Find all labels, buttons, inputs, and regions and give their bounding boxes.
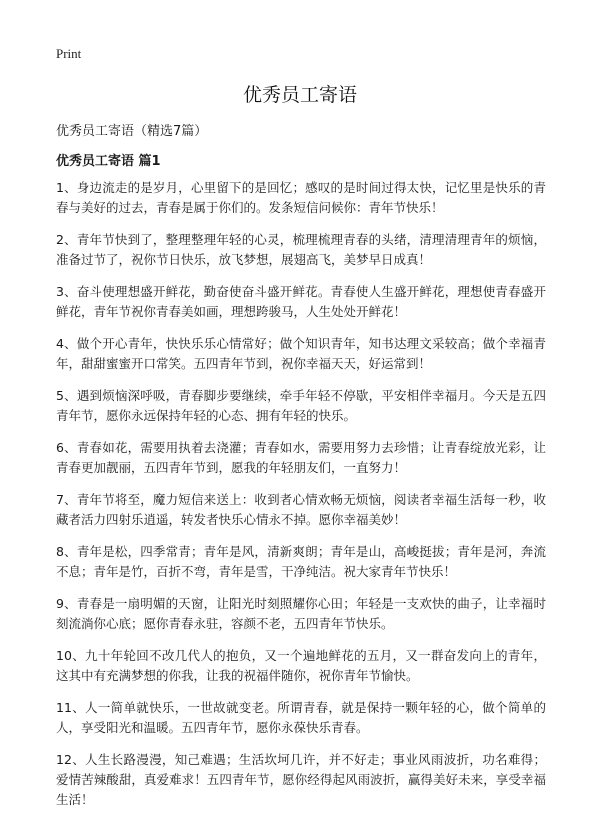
- entry-9: 9、青春是一扇明媚的天窗，让阳光时刻照耀你心田；年轻是一支欢快的曲子，让幸福时刻流淌你心底；愿你青春永驻，容颜不老，五四青年节快乐。: [56, 596, 546, 631]
- print-link[interactable]: Print: [56, 46, 82, 61]
- entry-12: 12、人生长路漫漫，知己难遇；生活坎坷几许，并不好走；事业风雨波折，功名难得；爱情苦辣酸甜，真爱难求！五四青年节，愿你经得起风雨波折，赢得美好未来，享受幸福生活！: [56, 752, 546, 807]
- document-subtitle: 优秀员工寄语（精选7篇）: [56, 124, 208, 139]
- entry-5: 5、遇到烦恼深呼吸，青春脚步要继续，牵手年轻不停歇，平安相伴幸福月。今天是五四青年节，愿你永远保持年轻的心态、拥有年轻的快乐。: [56, 388, 546, 423]
- entry-1: 1、身边流走的是岁月，心里留下的是回忆；感叹的是时间过得太快，记忆里是快乐的青春与美好的过去，青春是属于你们的。发条短信问候你：青年节快乐！: [56, 180, 546, 215]
- entry-11: 11、人一简单就快乐，一世故就变老。所谓青春，就是保持一颗年轻的心，做个简单的人，享受阳光和温暖。五四青年节，愿你永葆快乐青春。: [56, 700, 546, 735]
- entry-10: 10、九十年轮回不改几代人的抱负，又一个遍地鲜花的五月，又一群奋发向上的青年，这其中有充满梦想的你我，让我的祝福伴随你，祝你青年节愉快。: [56, 648, 546, 683]
- entry-2: 2、青年节快到了，整理整理年轻的心灵，梳理梳理青春的头绪，清理清理青年的烦恼，准备过节了，祝你节日快乐，放飞梦想，展翅高飞，美梦早日成真！: [56, 232, 546, 267]
- section-heading: 优秀员工寄语 篇1: [56, 154, 161, 169]
- entry-list: [56, 178, 546, 822]
- entry-6: 6、青春如花，需要用执着去浇灌；青春如水，需要用努力去珍惜；让青春绽放光彩，让青春更加靓丽，五四青年节到，愿我的年轻朋友们，一直努力！: [56, 440, 546, 475]
- entry-3: 3、奋斗使理想盛开鲜花，勤奋使奋斗盛开鲜花。青春使人生盛开鲜花，理想使青春盛开鲜花，青年节祝你青春美如画，理想跨骏马，人生处处开鲜花！: [56, 284, 546, 319]
- entry-4: 4、做个开心青年，快快乐乐心情常好；做个知识青年，知书达理文采较高；做个幸福青年，甜甜蜜蜜开口常笑。五四青年节到，祝你幸福天天，好运常到！: [56, 336, 546, 371]
- page-title: 优秀员工寄语: [242, 84, 357, 106]
- entry-7: 7、青年节将至，魔力短信来送上：收到者心情欢畅无烦恼，阅读者幸福生活每一秒，收藏者活力四射乐逍遥，转发者快乐心情永不掉。愿你幸福美妙！: [56, 492, 546, 527]
- entry-8: 8、青年是松，四季常青；青年是风，清新爽朗；青年是山，高峻挺拔；青年是河，奔流不息；青年是竹，百折不弯，青年是雪，干净纯洁。祝大家青年节快乐！: [56, 544, 546, 579]
